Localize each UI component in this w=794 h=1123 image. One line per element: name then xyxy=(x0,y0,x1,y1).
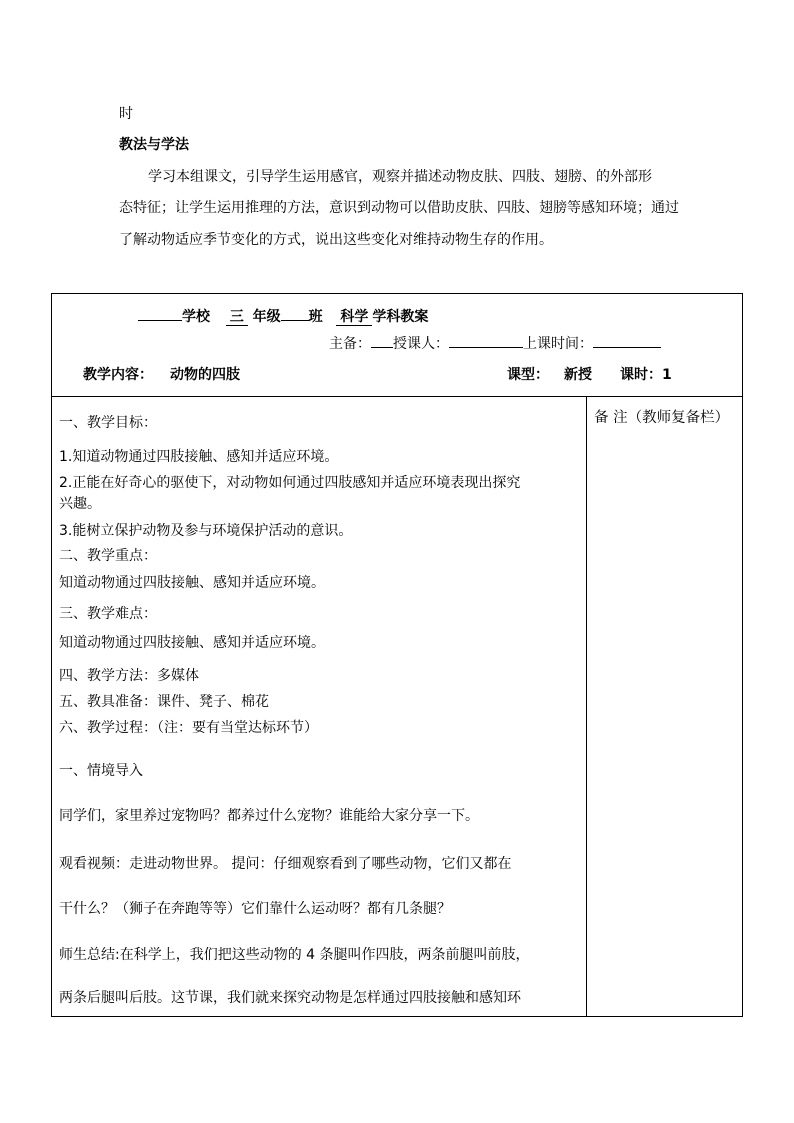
body-line: 知道动物通过四肢接触、感知并适应环境。 xyxy=(59,575,325,591)
body-line: 知道动物通过四肢接触、感知并适应环境。 xyxy=(59,635,325,651)
school-blank xyxy=(138,307,182,321)
body-line: 兴趣。 xyxy=(59,496,101,512)
body-line: 同学们，家里养过宠物吗？都养过什么宠物？谁能给大家分享一下。 xyxy=(59,808,479,824)
time-blank xyxy=(593,334,661,348)
body-line: 观看视频：走进动物世界。 提问：仔细观察看到了哪些动物，它们又都在 xyxy=(59,856,512,872)
type-label: 课型： xyxy=(507,367,549,383)
method-line-1: 学习本组课文，引导学生运用感官，观察并描述动物皮肤、四肢、翅膀、的外部形 xyxy=(148,169,652,185)
lead-label: 主备： xyxy=(329,336,371,352)
content-value: 动物的四肢 xyxy=(170,367,240,383)
body-line: 干什么？（狮子在奔跑等等）它们靠什么运动呀？都有几条腿？ xyxy=(59,901,451,917)
method-title: 教法与学法 xyxy=(119,137,189,153)
body-line: 两条后腿叫后肢。这节课，我们就来探究动物是怎样通过四肢接触和感知环 xyxy=(59,990,521,1006)
lead-blank xyxy=(371,334,393,348)
subject-value: 科学 xyxy=(336,309,372,326)
body-line: 一、情境导入 xyxy=(59,763,143,779)
teacher-blank xyxy=(449,334,523,348)
body-line: 四、教学方法：多媒体 xyxy=(59,668,199,684)
class-blank xyxy=(281,307,309,321)
method-line-2: 态特征；让学生运用推理的方法，意识到动物可以借助皮肤、四肢、翅膀等感知环境；通过 xyxy=(119,200,679,216)
teacher-label: 授课人： xyxy=(393,336,449,352)
notes-column-divider xyxy=(586,396,587,1017)
type-value: 新授 xyxy=(564,367,592,383)
hours-label xyxy=(620,364,672,384)
body-line: 五、教具准备：课件、凳子、棉花 xyxy=(59,694,269,710)
time-label: 上课时间： xyxy=(523,336,593,352)
body-line: 1.知道动物通过四肢接触、感知并适应环境。 xyxy=(59,449,339,465)
hours-value: 1 xyxy=(662,367,672,383)
grade-value: 三 xyxy=(226,309,248,326)
body-line: 三、教学难点： xyxy=(59,606,157,622)
body-line: 师生总结:在科学上，我们把这些动物的 4 条腿叫作四肢，两条前腿叫前肢， xyxy=(59,947,530,963)
teacher-notes-label: 备 注（教师复备栏） xyxy=(594,410,730,426)
title-line xyxy=(138,306,428,326)
hours-label-text: 课时： xyxy=(620,367,662,383)
class-label: 班 xyxy=(308,309,323,325)
staff-line xyxy=(329,333,661,353)
content-label: 教学内容： xyxy=(83,367,153,383)
body-line: 2.正能在好奇心的驱使下，对动物如何通过四肢感知并适应环境表现出探究 xyxy=(59,475,521,491)
subject-suffix: 学科教案 xyxy=(372,309,429,325)
body-line: 六、教学过程：（注：要有当堂达标环节） xyxy=(59,720,318,736)
body-line: 二、教学重点： xyxy=(59,548,157,564)
grade-label: 年级 xyxy=(252,309,281,325)
hour-text: 时 xyxy=(119,106,133,122)
body-line: 一、教学目标： xyxy=(59,415,157,431)
body-line: 3.能树立保护动物及参与环境保护活动的意识。 xyxy=(59,523,353,539)
method-line-3: 了解动物适应季节变化的方式，说出这些变化对维持动物生存的作用。 xyxy=(119,232,553,248)
header-divider xyxy=(51,396,743,397)
school-label: 学校 xyxy=(182,309,210,325)
